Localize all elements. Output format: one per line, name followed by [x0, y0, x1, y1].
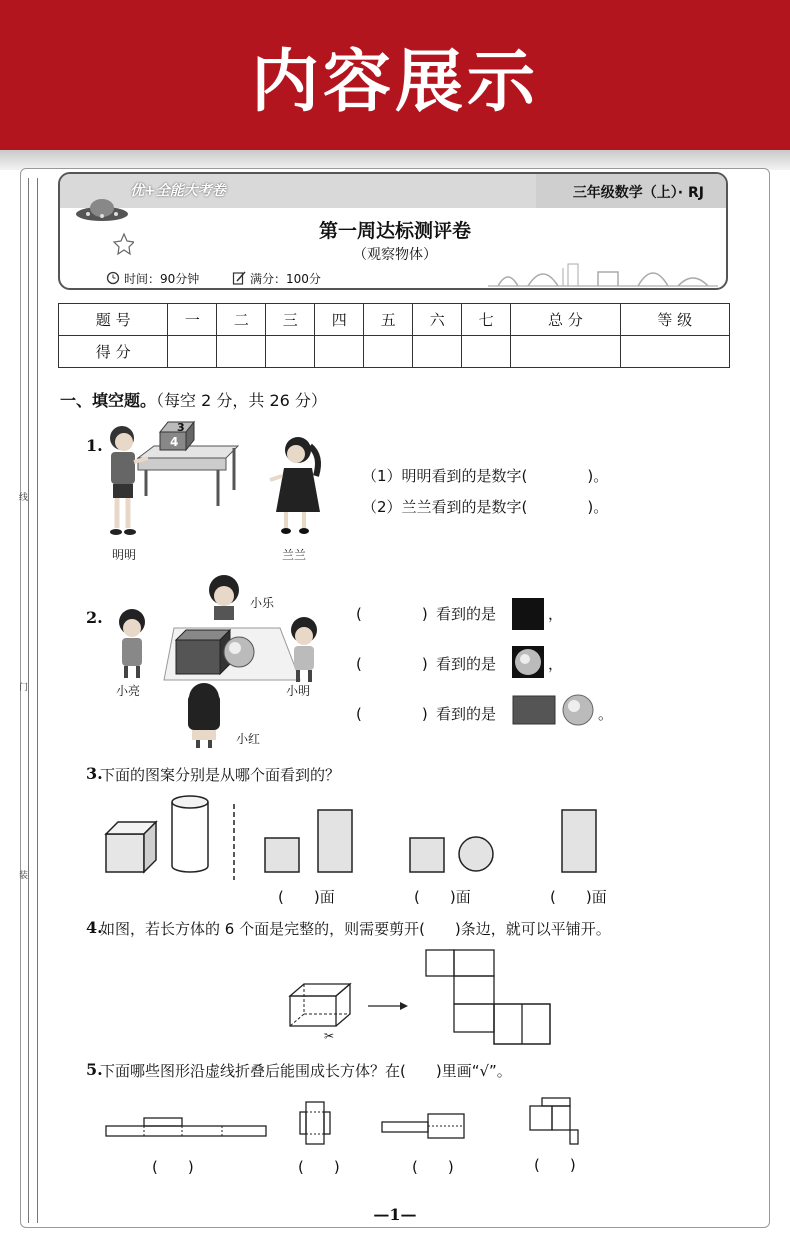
score-cell[interactable]: [413, 336, 462, 368]
skyline-decoration: [488, 258, 718, 288]
q2-children-illustration: [104, 570, 344, 750]
section-1-heading: 一、填空题。: [60, 391, 157, 410]
q5-nets-figure: [102, 1092, 592, 1152]
cube-front-digit: 4: [170, 435, 179, 449]
q3-number: 3.: [86, 764, 103, 783]
q3-text: 下面的图案分别是从哪个面看到的？: [100, 766, 341, 784]
q1-number: 1.: [86, 436, 103, 455]
rectangle-and-ball-view-shape: [512, 693, 602, 729]
score-header-cell: 五: [364, 304, 413, 336]
section-1-title: [60, 388, 327, 411]
page-number: —1—: [373, 1205, 417, 1224]
ball-in-square-view-shape: [511, 645, 545, 679]
svg-text:✂: ✂: [324, 1029, 335, 1043]
q3-answer-1[interactable]: ( )面: [278, 888, 335, 906]
q2-answer-1[interactable]: ( ): [356, 605, 428, 623]
cube-top-digit: 3: [177, 421, 185, 434]
score-header-cell: 七: [462, 304, 511, 336]
score-cell[interactable]: [217, 336, 266, 368]
score-header-cell: 等 级: [620, 304, 729, 336]
q1-line2[interactable]: （2）兰兰看到的是数字( )。: [362, 498, 609, 516]
binding-char-3: 装: [19, 871, 29, 881]
grade-label: 三年级数学（上）· RJ: [572, 185, 704, 201]
score-table: [58, 303, 730, 368]
full-score-label: 满分：100分: [250, 272, 321, 286]
exam-subtitle: （观察物体）: [353, 247, 437, 263]
q2-period: 。: [598, 705, 614, 723]
q1-line1[interactable]: （1）明明看到的是数字( )。: [362, 467, 609, 485]
score-header-cell: 题 号: [59, 304, 168, 336]
pencil-paper-icon: [232, 271, 246, 285]
q2-suffix-1: 看到的是: [436, 605, 497, 623]
q2-name-xiaoliang: 小亮: [116, 684, 141, 698]
q2-name-xiaoming: 小明: [286, 684, 311, 698]
clock-icon: [106, 271, 120, 285]
q2-number: 2.: [86, 608, 103, 627]
square-view-shape: [511, 597, 545, 631]
score-cell[interactable]: [620, 336, 729, 368]
q1-boy-table-illustration: [98, 418, 258, 548]
time-label: 时间：90分钟: [124, 272, 200, 286]
q4-number: 4.: [86, 918, 103, 937]
q2-comma-1: ，: [548, 605, 564, 623]
banner-shadow: [0, 150, 790, 170]
q5-answer-2[interactable]: ( ): [298, 1158, 340, 1176]
q3-shapes-figure: [100, 790, 640, 880]
q4-text[interactable]: 如图，若长方体的 6 个面是完整的，则需要剪开( )条边，就可以平铺开。: [100, 920, 611, 938]
score-row-label: 得 分: [59, 336, 168, 368]
score-header-cell: 一: [168, 304, 217, 336]
score-cell[interactable]: [364, 336, 413, 368]
score-cell[interactable]: [462, 336, 511, 368]
score-cell[interactable]: [266, 336, 315, 368]
q5-number: 5.: [86, 1060, 103, 1079]
score-header-cell: 二: [217, 304, 266, 336]
score-cell[interactable]: [511, 336, 620, 368]
score-cell[interactable]: [168, 336, 217, 368]
q5-answer-1[interactable]: ( ): [152, 1158, 194, 1176]
q3-answer-3[interactable]: ( )面: [550, 888, 607, 906]
score-cell[interactable]: [315, 336, 364, 368]
binding-char-2: 门: [19, 683, 29, 693]
brand-logo: 优+全能大考卷: [130, 183, 226, 199]
q1-label-mingming: 明明: [112, 548, 137, 562]
exam-header: [58, 172, 728, 290]
exam-title: 第一周达标测评卷: [318, 220, 471, 242]
section-1-note: （每空 2 分，共 26 分）: [156, 391, 327, 410]
binding-char-1: 线: [19, 493, 29, 503]
q5-text[interactable]: 下面哪些图形沿虚线折叠后能围成长方体？在( )里画“√”。: [100, 1062, 512, 1080]
score-header-cell: 总 分: [511, 304, 620, 336]
banner-title: 内容展示: [250, 43, 539, 122]
q2-suffix-2: 看到的是: [436, 655, 497, 673]
q2-answer-2[interactable]: ( ): [356, 655, 428, 673]
q5-answer-4[interactable]: ( ): [534, 1156, 576, 1174]
top-banner: [0, 0, 790, 150]
score-header-cell: 六: [413, 304, 462, 336]
score-table-header-row: [59, 304, 730, 336]
q4-cuboid-net-figure: [286, 944, 586, 1054]
q3-answer-2[interactable]: ( )面: [414, 888, 471, 906]
q2-answer-3[interactable]: ( ): [356, 705, 428, 723]
q2-name-xiaole: 小乐: [250, 596, 275, 610]
score-header-cell: 四: [315, 304, 364, 336]
score-header-cell: 三: [266, 304, 315, 336]
q1-girl-illustration: [264, 432, 334, 542]
q2-name-xiaohong: 小红: [236, 732, 261, 746]
q2-suffix-3: 看到的是: [436, 705, 497, 723]
binding-line: [28, 178, 38, 1223]
q5-answer-3[interactable]: ( ): [412, 1158, 454, 1176]
score-table-row: [59, 336, 730, 368]
q2-comma-2: ，: [548, 655, 564, 673]
q1-label-lanlan: 兰兰: [282, 548, 307, 562]
